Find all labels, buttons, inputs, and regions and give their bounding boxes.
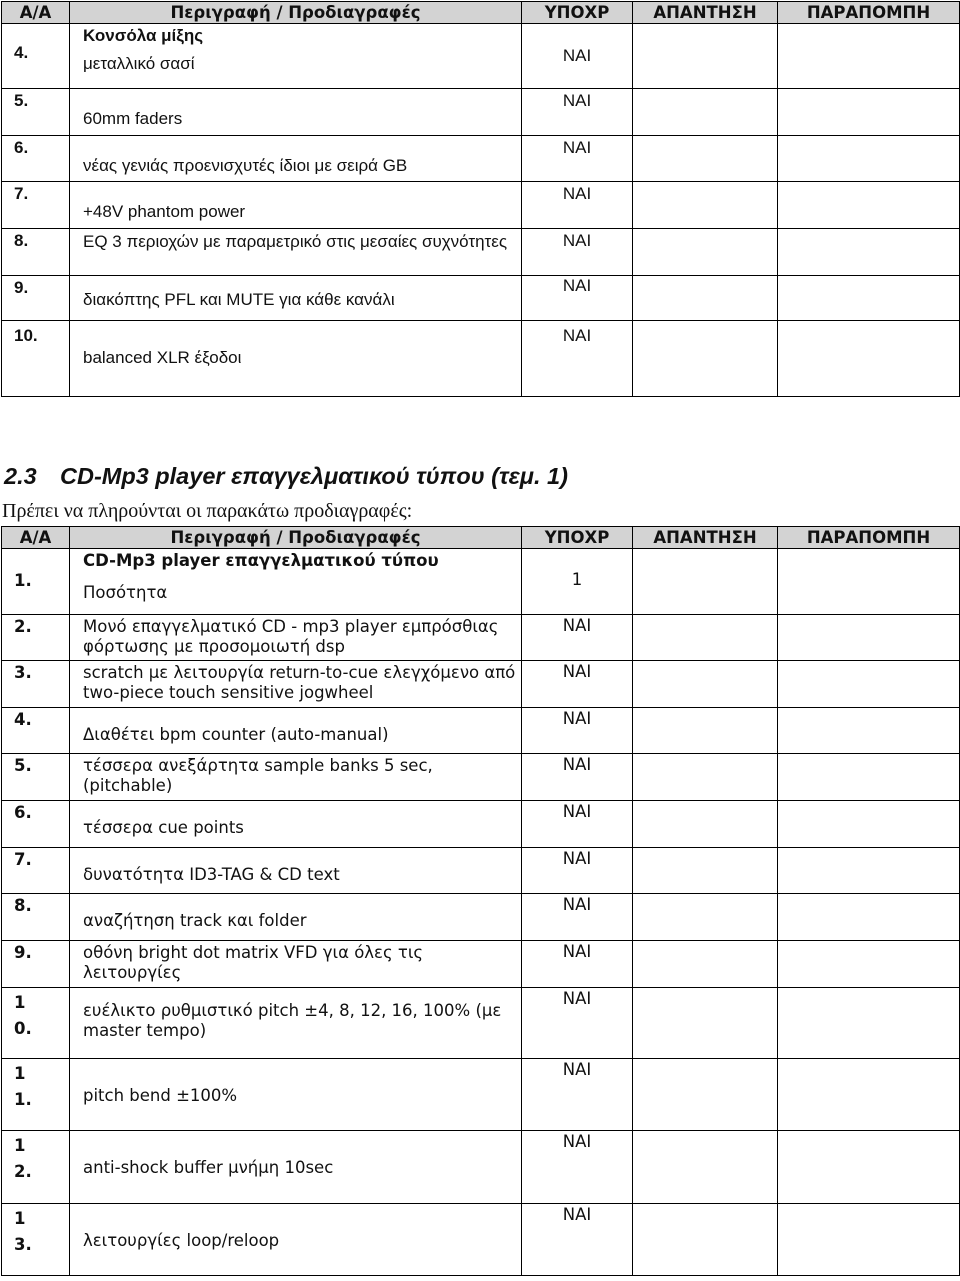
table-row xyxy=(2,276,960,321)
row-description: τέσσερα ανεξάρτητα sample banks 5 sec, (pitchable) xyxy=(83,756,433,795)
header-answer: ΑΠΑΝΤΗΣΗ xyxy=(633,527,778,549)
row-answer xyxy=(633,229,778,276)
table-row xyxy=(2,941,960,988)
row-answer xyxy=(633,801,778,848)
row-number: 6. xyxy=(14,803,32,822)
row-answer xyxy=(633,89,778,136)
row-number: 7. xyxy=(14,850,32,869)
row-number: 13. xyxy=(14,1209,32,1254)
row-description: Διαθέτει bpm counter (auto-manual) xyxy=(83,725,389,744)
row-number: 5. xyxy=(14,91,29,110)
row-required: ΝΑΙ xyxy=(562,802,592,821)
row-number: 11. xyxy=(14,1064,32,1109)
row-number: 10. xyxy=(14,326,38,345)
row-required: ΝΑΙ xyxy=(562,942,592,961)
table-header-row xyxy=(2,527,960,549)
row-reference xyxy=(778,182,960,229)
row-number: 6. xyxy=(14,138,29,157)
header-reference: ΠΑΡΑΠΟΜΠΗ xyxy=(778,2,960,24)
row-reference xyxy=(778,1059,960,1131)
row-answer xyxy=(633,549,778,615)
header-description: Περιγραφή / Προδιαγραφές xyxy=(70,2,522,24)
table-row xyxy=(2,988,960,1059)
table-row xyxy=(2,848,960,894)
section-heading xyxy=(4,463,568,490)
row-required: ΝΑΙ xyxy=(562,1060,592,1079)
row-description: δυνατότητα ID3-TAG & CD text xyxy=(83,865,340,884)
row-description: ευέλικτο ρυθμιστικό pitch ±4, 8, 12, 16, 100% (με master tempo) xyxy=(83,1001,502,1040)
row-description: λειτουργίες loop/reloop xyxy=(83,1231,280,1250)
table-row xyxy=(2,24,960,89)
group-title: CD-Mp3 player επαγγελματικού τύπου xyxy=(83,551,439,570)
row-description: οθόνη bright dot matrix VFD για όλες τις λειτουργίες xyxy=(83,943,424,982)
table-row xyxy=(2,661,960,708)
row-reference xyxy=(778,754,960,801)
row-number: 12. xyxy=(14,1136,32,1181)
spec-table-mixer xyxy=(1,1,960,397)
row-answer xyxy=(633,321,778,397)
table-row xyxy=(2,1059,960,1131)
table-row xyxy=(2,894,960,941)
row-description: Ποσότητα xyxy=(83,583,168,602)
row-required: ΝΑΙ xyxy=(562,46,592,65)
row-required: ΝΑΙ xyxy=(562,231,592,250)
row-answer xyxy=(633,848,778,894)
row-reference xyxy=(778,988,960,1059)
table-row xyxy=(2,1204,960,1276)
row-description: balanced XLR έξοδοι xyxy=(83,348,242,367)
row-answer xyxy=(633,24,778,89)
group-title: Κονσόλα μίξης xyxy=(83,26,204,45)
row-number: 9. xyxy=(14,278,29,297)
row-number: 8. xyxy=(14,231,29,250)
row-answer xyxy=(633,136,778,182)
row-number: 2. xyxy=(14,617,32,636)
row-required: ΝΑΙ xyxy=(562,91,592,110)
section-number: 2.3 xyxy=(4,463,37,489)
row-number: 8. xyxy=(14,896,32,915)
spec-table-cd-player xyxy=(1,526,960,1276)
table-row xyxy=(2,182,960,229)
row-required: ΝΑΙ xyxy=(562,895,592,914)
row-reference xyxy=(778,848,960,894)
row-required: ΝΑΙ xyxy=(562,709,592,728)
row-answer xyxy=(633,276,778,321)
row-answer xyxy=(633,1204,778,1276)
row-reference xyxy=(778,276,960,321)
row-description: pitch bend ±100% xyxy=(83,1086,238,1105)
table-row xyxy=(2,321,960,397)
table-row xyxy=(2,1131,960,1204)
row-answer xyxy=(633,754,778,801)
row-answer xyxy=(633,182,778,229)
row-reference xyxy=(778,661,960,708)
row-description: 60mm faders xyxy=(83,109,183,128)
table-row xyxy=(2,615,960,661)
row-number: 4. xyxy=(14,43,29,62)
row-reference xyxy=(778,136,960,182)
row-description: anti-shock buffer μνήμη 10sec xyxy=(83,1158,334,1177)
row-reference xyxy=(778,24,960,89)
row-answer xyxy=(633,894,778,941)
row-required: ΝΑΙ xyxy=(562,184,592,203)
row-reference xyxy=(778,894,960,941)
header-required: ΥΠΟΧΡ xyxy=(522,527,633,549)
header-description: Περιγραφή / Προδιαγραφές xyxy=(70,527,522,549)
row-description: νέας γενιάς προενισχυτές ίδιοι με σειρά GB xyxy=(83,156,408,175)
row-number: 5. xyxy=(14,756,32,775)
table-row xyxy=(2,136,960,182)
table-row xyxy=(2,708,960,754)
row-required: ΝΑΙ xyxy=(562,138,592,157)
row-required: ΝΑΙ xyxy=(562,276,592,295)
row-reference xyxy=(778,615,960,661)
row-required: ΝΑΙ xyxy=(562,326,592,345)
row-description: τέσσερα cue points xyxy=(83,818,244,837)
row-description: αναζήτηση track και folder xyxy=(83,911,307,930)
table-row xyxy=(2,754,960,801)
header-reference: ΠΑΡΑΠΟΜΠΗ xyxy=(778,527,960,549)
header-answer: ΑΠΑΝΤΗΣΗ xyxy=(633,2,778,24)
row-description: EQ 3 περιοχών με παραμετρικό στις μεσαίες συχνότητες xyxy=(83,232,508,251)
row-reference xyxy=(778,549,960,615)
row-required: ΝΑΙ xyxy=(562,849,592,868)
section-intro: Πρέπει να πληρούνται οι παρακάτω προδιαγραφές: xyxy=(2,500,413,522)
row-answer xyxy=(633,941,778,988)
row-answer xyxy=(633,661,778,708)
row-number: 7. xyxy=(14,184,29,203)
header-aa: Α/Α xyxy=(2,527,70,549)
row-number: 1. xyxy=(14,571,32,590)
row-required: ΝΑΙ xyxy=(562,1205,592,1224)
row-number: 10. xyxy=(14,993,32,1038)
header-required: ΥΠΟΧΡ xyxy=(522,2,633,24)
row-required: ΝΑΙ xyxy=(562,755,592,774)
table-row xyxy=(2,229,960,276)
row-answer xyxy=(633,988,778,1059)
row-description: μεταλλικό σασί xyxy=(83,54,195,73)
row-answer xyxy=(633,1131,778,1204)
row-required: ΝΑΙ xyxy=(562,616,592,635)
row-reference xyxy=(778,708,960,754)
row-reference xyxy=(778,941,960,988)
table-row xyxy=(2,89,960,136)
row-reference xyxy=(778,89,960,136)
row-description: Μονό επαγγελματικό CD - mp3 player εμπρόσθιας φόρτωσης με προσομοιωτή dsp xyxy=(83,617,499,656)
row-required: ΝΑΙ xyxy=(562,662,592,681)
row-number: 9. xyxy=(14,943,32,962)
row-reference xyxy=(778,1131,960,1204)
table-header-row xyxy=(2,2,960,24)
row-required: ΝΑΙ xyxy=(562,989,592,1008)
header-aa: Α/Α xyxy=(2,2,70,24)
row-required: ΝΑΙ xyxy=(562,1132,592,1151)
row-reference xyxy=(778,229,960,276)
row-number: 4. xyxy=(14,710,32,729)
row-reference xyxy=(778,801,960,848)
row-required: 1 xyxy=(571,570,583,589)
row-number: 3. xyxy=(14,663,32,682)
row-answer xyxy=(633,1059,778,1131)
section-title: CD-Mp3 player επαγγελματικού τύπου (τεμ. 1) xyxy=(60,463,568,489)
row-answer xyxy=(633,708,778,754)
table-row xyxy=(2,801,960,848)
row-reference xyxy=(778,321,960,397)
row-reference xyxy=(778,1204,960,1276)
row-description: scratch με λειτουργία return-to-cue ελεγχόμενο από two-piece touch sensitive jogwheel xyxy=(83,663,516,702)
row-description: διακόπτης PFL και MUTE για κάθε κανάλι xyxy=(83,290,395,309)
table-row xyxy=(2,549,960,615)
row-description: +48V phantom power xyxy=(83,202,246,221)
row-answer xyxy=(633,615,778,661)
